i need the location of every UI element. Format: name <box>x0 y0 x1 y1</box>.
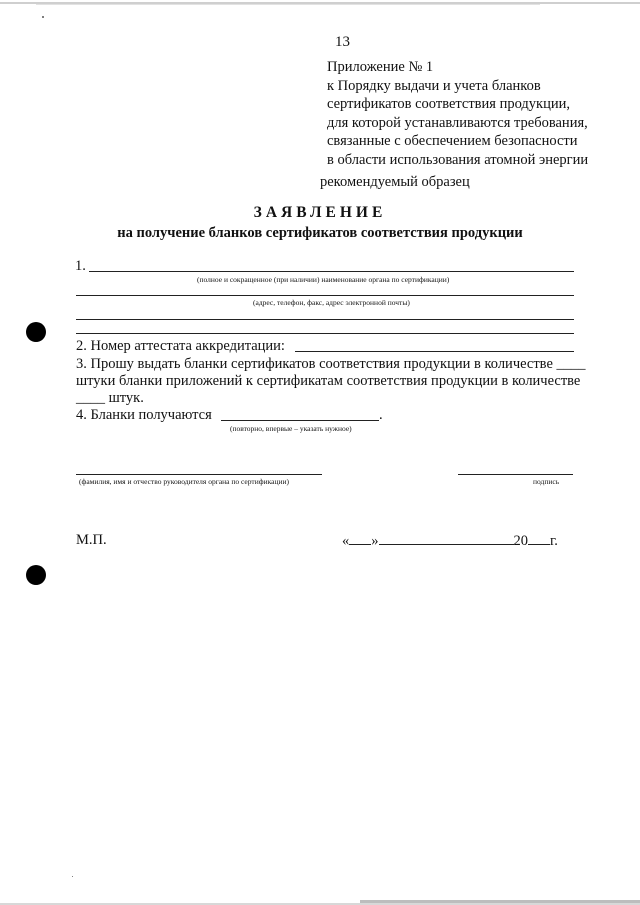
head-name-caption: (фамилия, имя и отчество руководителя органа по сертификации) <box>79 477 289 486</box>
org-name-line[interactable] <box>89 271 574 272</box>
appendix-line: для которой устанавливаются требования, <box>327 114 588 131</box>
request-line-1: 3. Прошу выдать бланки сертификатов соответствия продукции в количестве ____ <box>76 356 586 372</box>
accreditation-number-line[interactable] <box>295 351 574 352</box>
appendix-line: Приложение № 1 <box>327 59 434 75</box>
receipt-period: . <box>379 407 383 423</box>
appendix-line: в области использования атомной энергии <box>327 151 589 168</box>
year-suffix: г. <box>550 533 558 549</box>
address-line-1[interactable] <box>76 319 574 320</box>
appendix-line: сертификатов соответствия продукции, <box>327 96 570 113</box>
receipt-caption: (повторно, впервые – указать нужное) <box>230 424 352 433</box>
address-caption: (адрес, телефон, факс, адрес электронной почты) <box>253 298 410 307</box>
receipt-type-line[interactable] <box>221 420 379 421</box>
receipt-label: 4. Бланки получаются <box>76 407 212 423</box>
request-line-2: штуки бланки приложений к сертификатам соответствия продукции в количестве <box>76 373 581 389</box>
org-name-line-2[interactable] <box>76 295 574 296</box>
date-close-quote: » <box>371 533 379 549</box>
signature-caption: подпись <box>533 477 560 486</box>
appendix-line: связанные с обеспечением безопасности <box>327 133 578 150</box>
scan-speck <box>42 16 44 18</box>
punch-hole-bottom <box>26 565 46 585</box>
field1-number: 1. <box>75 258 86 274</box>
address-line-2[interactable] <box>76 333 574 334</box>
year-prefix: 20 <box>513 533 528 549</box>
head-name-line[interactable] <box>76 474 322 475</box>
appendix-block <box>327 58 588 170</box>
month-blank[interactable] <box>379 532 514 545</box>
year-blank[interactable] <box>528 532 550 545</box>
date-field <box>342 532 558 550</box>
sample-label: рекомендуемый образец <box>320 174 470 190</box>
appendix-line: к Порядку выдачи и учета бланков <box>327 77 541 94</box>
day-blank[interactable] <box>349 532 371 545</box>
page-number: 13 <box>335 34 350 50</box>
scan-edge-bottom-mark <box>360 900 640 903</box>
request-line-3: ____ штук. <box>76 390 144 406</box>
stamp-label: М.П. <box>76 532 107 548</box>
signature-line[interactable] <box>458 474 573 475</box>
document-title: ЗАЯВЛЕНИЕ <box>253 204 387 221</box>
punch-hole-top <box>26 322 46 342</box>
org-name-caption: (полное и сокращенное (при наличии) наименование органа по сертификации) <box>197 275 450 284</box>
document-subtitle: на получение бланков сертификатов соответствия продукции <box>117 225 523 241</box>
scan-edge-top-inner <box>36 4 540 5</box>
date-open-quote: « <box>342 533 350 549</box>
scan-speck <box>72 876 73 877</box>
accreditation-label: 2. Номер аттестата аккредитации: <box>76 338 285 354</box>
